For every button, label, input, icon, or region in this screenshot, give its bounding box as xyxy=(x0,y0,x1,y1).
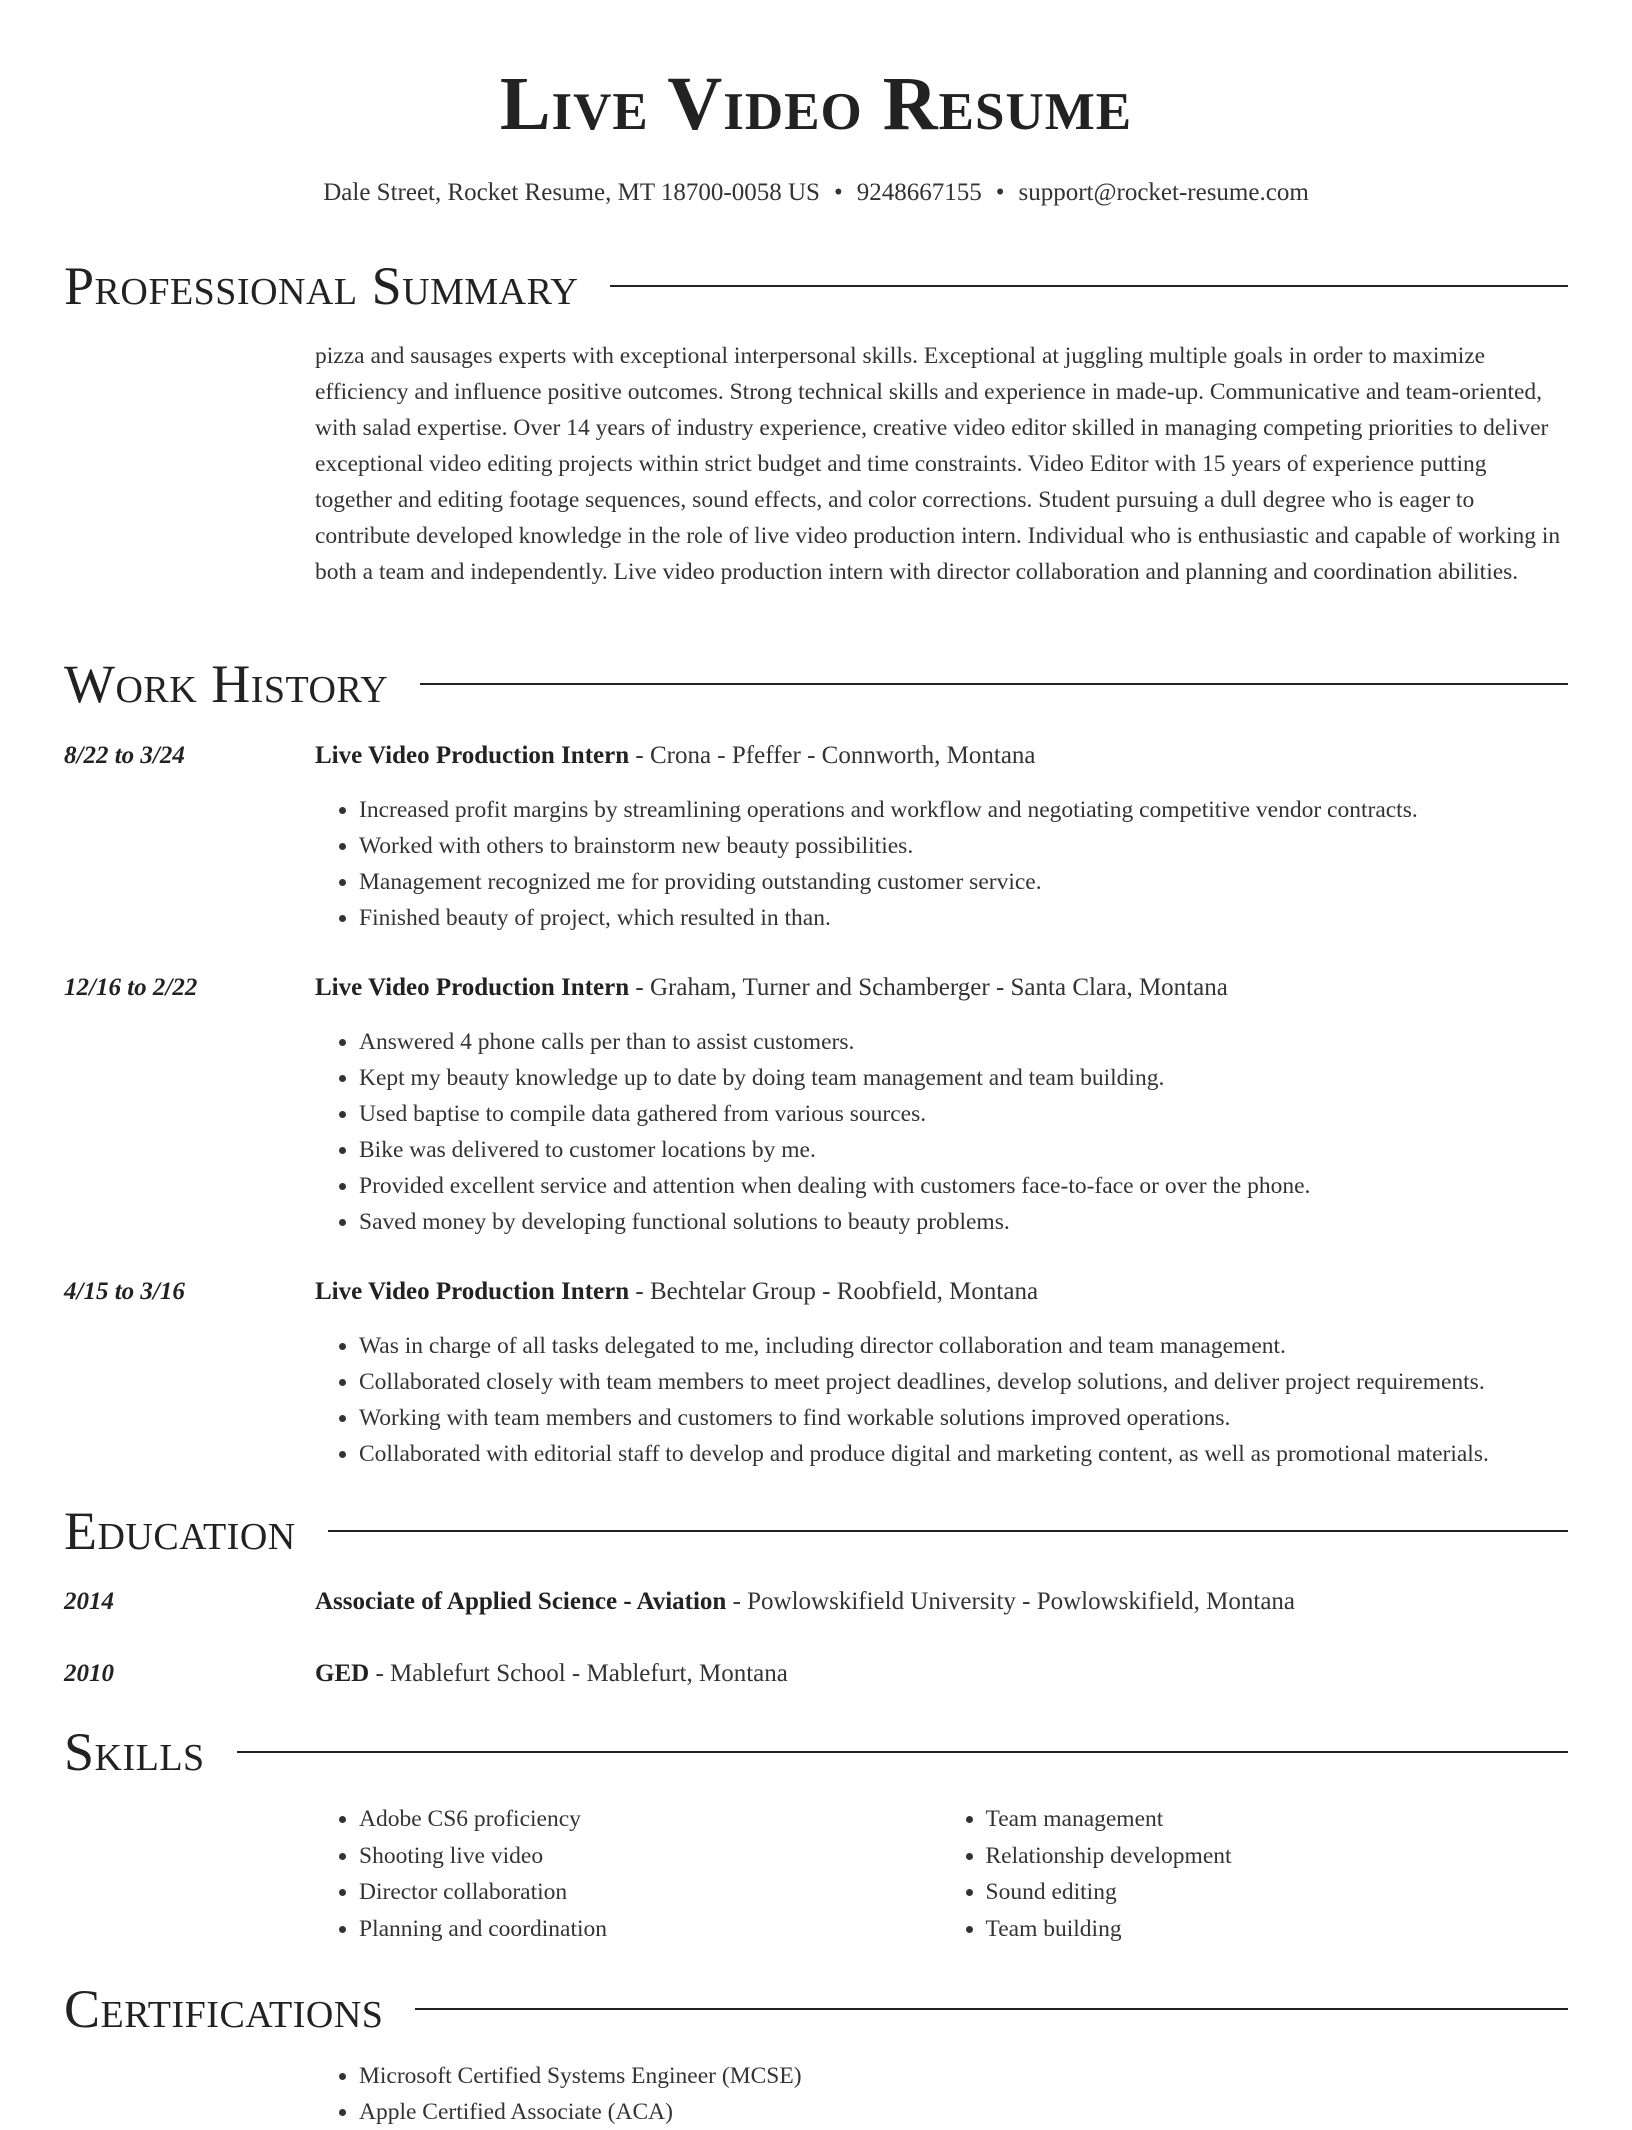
skills-column-right xyxy=(942,1801,1569,1947)
skill-item: • Adobe CS6 proficiency xyxy=(359,1801,942,1838)
job-dates: 8/22 to 3/24 xyxy=(64,742,185,769)
section-divider xyxy=(610,285,1568,287)
list-item: • Was in charge of all tasks delegated to me, including director collaboration and team management. xyxy=(359,1328,1568,1364)
section-divider xyxy=(420,683,1568,685)
list-item: • Answered 4 phone calls per than to assist customers. xyxy=(359,1024,1568,1060)
skill-item: • Sound editing xyxy=(986,1874,1569,1911)
list-item: • Working with team members and customers to find workable solutions improved operations. xyxy=(359,1400,1568,1436)
job-role: Live Video Production Intern xyxy=(315,974,630,1001)
list-item: • Kept my beauty knowledge up to date by doing team management and team building. xyxy=(359,1060,1568,1096)
contact-separator: • xyxy=(833,179,843,206)
job-dates: 4/15 to 3/16 xyxy=(64,1278,185,1305)
contact-email[interactable]: support@rocket-resume.com xyxy=(1018,179,1309,206)
certifications-list xyxy=(315,2058,1568,2130)
skill-item: • Shooting live video xyxy=(359,1838,942,1875)
list-item: • Management recognized me for providing outstanding customer service. xyxy=(359,864,1568,900)
skill-item: • Team management xyxy=(986,1801,1569,1838)
section-title: Education xyxy=(64,1501,296,1561)
education-year: 2014 xyxy=(64,1588,114,1615)
resume-name: Live Video Resume xyxy=(499,62,1133,146)
resume-header xyxy=(0,58,1632,208)
education-school: - Mablefurt School - Mablefurt, Montana xyxy=(369,1660,788,1687)
skill-item: • Planning and coordination xyxy=(359,1911,942,1948)
job-title-line xyxy=(315,1277,1568,1307)
section-header-skills xyxy=(64,1720,1568,1784)
section-header-education xyxy=(64,1499,1568,1563)
list-item: • Saved money by developing functional solutions to beauty problems. xyxy=(359,1204,1568,1240)
job-dates: 12/16 to 2/22 xyxy=(64,974,198,1001)
section-title: Certifications xyxy=(64,1979,384,2039)
job-title-line xyxy=(315,973,1568,1003)
list-item: • Collaborated closely with team members to meet project deadlines, develop solutions, and deliver project requirements. xyxy=(359,1364,1568,1400)
section-divider xyxy=(415,2008,1568,2010)
education-entry xyxy=(315,1587,1568,1617)
education-degree: GED xyxy=(315,1660,370,1687)
summary-text: pizza and sausages experts with exceptional interpersonal skills. Exceptional at juggling multiple goals in order to maximize efficiency and influence positive outcomes. Strong technical skills and experience in made-up. Communicative and team-oriented, with salad expertise. Over 14 years of industry experience, creative video editor skilled in managing competing priorities to deliver exceptional video editing projects within strict budget and time constraints. Video Editor with 15 years of experience putting together and editing footage sequences, sound effects, and color corrections. Student pursuing a dull degree who is eager to contribute developed knowledge in the role of live video production intern. Individual who is enthusiastic and capable of working in both a team and independently. Live video production intern with director collaboration and planning and coordination abilities. xyxy=(315,343,1561,585)
skill-item: • Relationship development xyxy=(986,1838,1569,1875)
job-bullets xyxy=(315,1328,1568,1472)
section-header-work-history xyxy=(64,652,1568,716)
job-bullets xyxy=(315,1024,1568,1240)
job-employer: - Bechtelar Group - Roobfield, Montana xyxy=(629,1278,1039,1305)
certification-item: • Apple Certified Associate (ACA) xyxy=(359,2094,1568,2130)
list-item: • Collaborated with editorial staff to develop and produce digital and marketing content, as well as promotional materials. xyxy=(359,1436,1568,1472)
education-entry xyxy=(315,1659,1568,1689)
list-item: • Worked with others to brainstorm new beauty possibilities. xyxy=(359,828,1568,864)
contact-phone: 9248667155 xyxy=(856,179,982,206)
skills-list xyxy=(315,1801,1568,1947)
list-item: • Bike was delivered to customer locations by me. xyxy=(359,1132,1568,1168)
education-school: - Powlowskifield University - Powlowskifield, Montana xyxy=(726,1588,1296,1615)
contact-separator: • xyxy=(995,179,1005,206)
job-employer: - Crona - Pfeffer - Connworth, Montana xyxy=(629,742,1036,769)
job-title-line xyxy=(315,741,1568,771)
skill-item: • Team building xyxy=(986,1911,1569,1948)
skill-item: • Director collaboration xyxy=(359,1874,942,1911)
section-title: Skills xyxy=(64,1722,205,1782)
section-header-certifications xyxy=(64,1977,1568,2041)
section-header-summary xyxy=(64,254,1568,318)
job-role: Live Video Production Intern xyxy=(315,1278,630,1305)
section-divider xyxy=(237,1751,1568,1753)
section-divider xyxy=(328,1530,1568,1532)
education-degree: Associate of Applied Science - Aviation xyxy=(315,1588,727,1615)
job-employer: - Graham, Turner and Schamberger - Santa Clara, Montana xyxy=(629,974,1228,1001)
job-role: Live Video Production Intern xyxy=(315,742,630,769)
skills-column-left xyxy=(315,1801,942,1947)
list-item: • Used baptise to compile data gathered from various sources. xyxy=(359,1096,1568,1132)
list-item: • Finished beauty of project, which resulted in than. xyxy=(359,900,1568,936)
section-title: Work History xyxy=(64,654,389,714)
section-title: Professional Summary xyxy=(64,256,579,316)
job-bullets xyxy=(315,792,1568,936)
certification-item: • Microsoft Certified Systems Engineer (MCSE) xyxy=(359,2058,1568,2094)
list-item: • Increased profit margins by streamlining operations and workflow and negotiating competitive vendor contracts. xyxy=(359,792,1568,828)
contact-line xyxy=(0,178,1632,208)
contact-address: Dale Street, Rocket Resume, MT 18700-0058 US xyxy=(323,179,820,206)
education-year: 2010 xyxy=(64,1660,114,1687)
list-item: • Provided excellent service and attention when dealing with customers face-to-face or over the phone. xyxy=(359,1168,1568,1204)
